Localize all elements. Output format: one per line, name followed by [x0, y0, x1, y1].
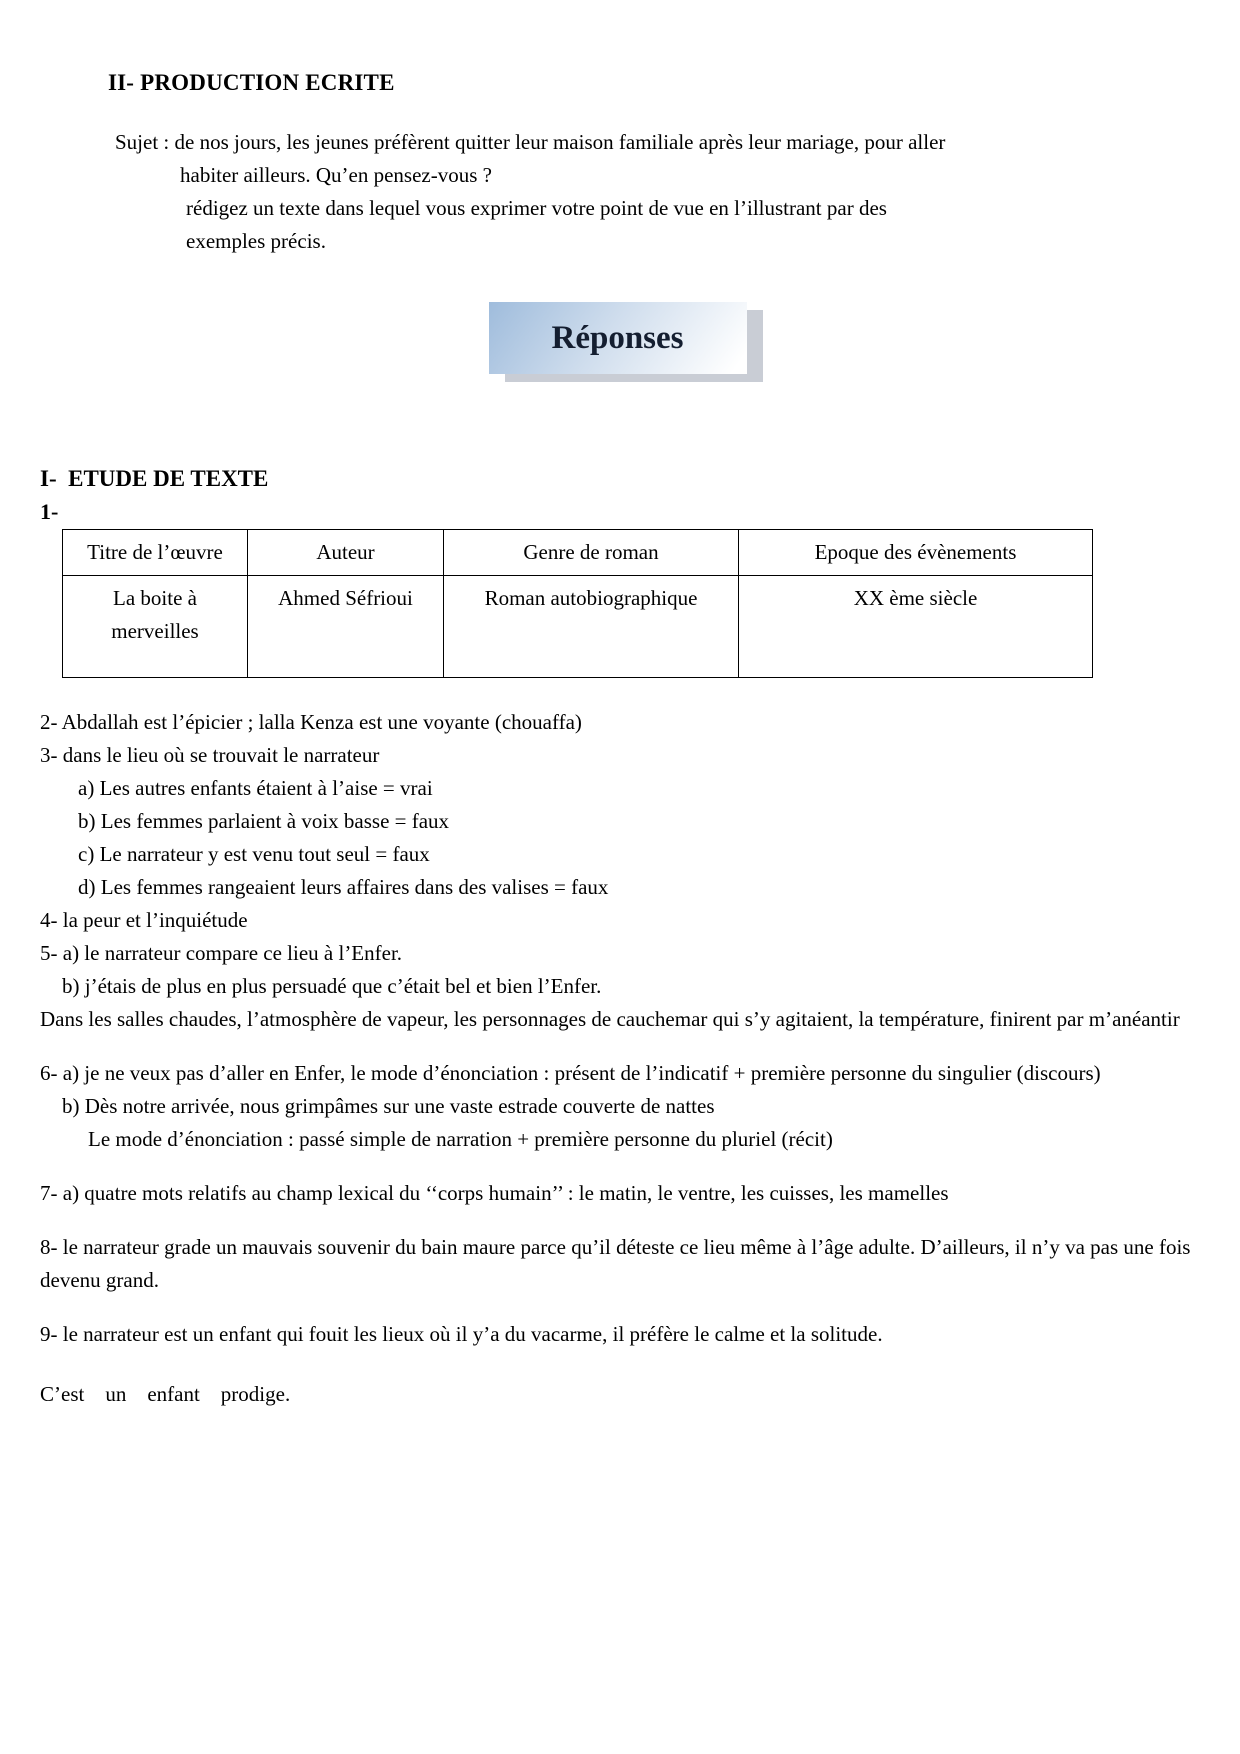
- table-row: [63, 576, 1093, 678]
- answer-3: 3- dans le lieu où se trouvait le narrateur: [40, 743, 380, 767]
- sujet-block: [40, 126, 1195, 258]
- table-header-row: [63, 530, 1093, 576]
- sujet-line-1: Sujet : de nos jours, les jeunes préfèrent quitter leur maison familiale après leur mariage, pour aller: [115, 130, 946, 154]
- sujet-line-4: exemples précis.: [186, 229, 326, 253]
- etude-de-texte-heading: I- ETUDE DE TEXTE: [40, 466, 269, 491]
- sujet-line-3: rédigez un texte dans lequel vous exprimer votre point de vue en l’illustrant par des: [186, 196, 887, 220]
- answer-8: 8- le narrateur grade un mauvais souvenir du bain maure parce qu’il déteste ce lieu même à l’âge adulte. D’ailleurs, il n’y va pas une fois devenu grand.: [40, 1235, 1191, 1292]
- answers-section: [40, 706, 1195, 1411]
- reponses-banner-wrap: [40, 302, 1195, 374]
- table-cell-epoque: XX ème siècle: [739, 576, 1093, 678]
- question-1-label: 1-: [40, 499, 59, 524]
- table-cell-genre: Roman autobiographique: [444, 576, 739, 678]
- answer-9: 9- le narrateur est un enfant qui fouit les lieux où il y’a du vacarme, il préfère le calme et la solitude.: [40, 1322, 883, 1346]
- table-cell-auteur: Ahmed Séfrioui: [248, 576, 444, 678]
- answer-conclusion: C’est un enfant prodige.: [40, 1382, 291, 1406]
- answer-7a: 7- a) quatre mots relatifs au champ lexical du ‘‘corps humain’’ : le matin, le ventre, les cuisses, les mamelles: [40, 1181, 949, 1205]
- oeuvre-info-table: [62, 529, 1093, 678]
- answer-3b: b) Les femmes parlaient à voix basse = faux: [78, 809, 450, 833]
- answer-6b-note: Le mode d’énonciation : passé simple de narration + première personne du pluriel (récit): [88, 1127, 833, 1151]
- production-ecrite-heading: II- PRODUCTION ECRITE: [108, 70, 395, 95]
- answer-3a: a) Les autres enfants étaient à l’aise = vrai: [78, 776, 433, 800]
- answer-6a: 6- a) je ne veux pas d’aller en Enfer, le mode d’énonciation : présent de l’indicatif + première personne du singulier (discours): [40, 1061, 1101, 1085]
- reponses-banner-label: Réponses: [551, 319, 684, 356]
- table-header-auteur: Auteur: [248, 530, 444, 576]
- answer-5-note: Dans les salles chaudes, l’atmosphère de vapeur, les personnages de cauchemar qui s’y agitaient, la température, finirent par m’anéantir: [40, 1007, 1180, 1031]
- answer-4: 4- la peur et l’inquiétude: [40, 908, 248, 932]
- answer-3c: c) Le narrateur y est venu tout seul = faux: [78, 842, 430, 866]
- answer-2: 2- Abdallah est l’épicier ; lalla Kenza est une voyante (chouaffa): [40, 710, 582, 734]
- answer-5a: 5- a) le narrateur compare ce lieu à l’Enfer.: [40, 941, 403, 965]
- table-header-genre: Genre de roman: [444, 530, 739, 576]
- answer-6b: b) Dès notre arrivée, nous grimpâmes sur une vaste estrade couverte de nattes: [62, 1094, 715, 1118]
- reponses-banner: [489, 302, 747, 374]
- answer-5b: b) j’étais de plus en plus persuadé que c’était bel et bien l’Enfer.: [62, 974, 602, 998]
- sujet-line-2: habiter ailleurs. Qu’en pensez-vous ?: [180, 163, 492, 187]
- table-cell-titre: La boite à merveilles: [63, 576, 248, 678]
- table-header-epoque: Epoque des évènements: [739, 530, 1093, 576]
- answer-3d: d) Les femmes rangeaient leurs affaires dans des valises = faux: [78, 875, 609, 899]
- table-header-titre: Titre de l’œuvre: [63, 530, 248, 576]
